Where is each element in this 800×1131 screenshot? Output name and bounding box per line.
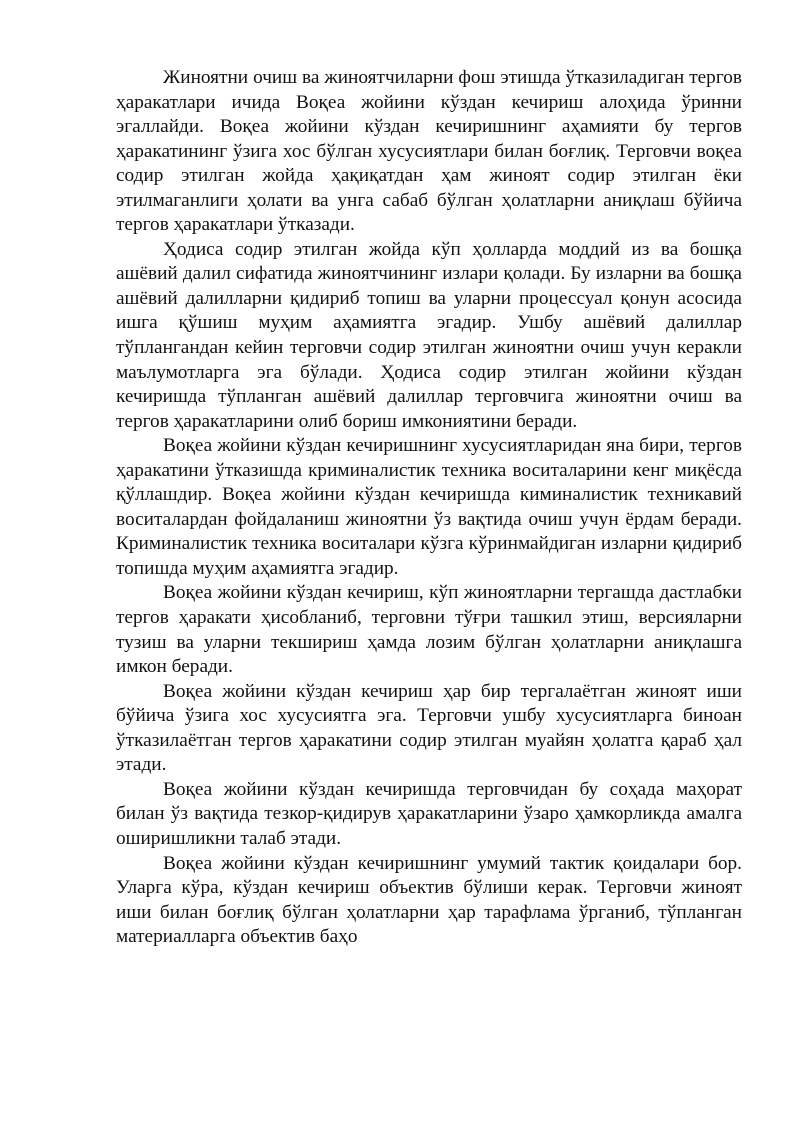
paragraph-4: Воқеа жойини кўздан кечириш, кўп жиноятларни тергашда дастлабки тергов ҳаракати ҳисобланиб, терговни тўғри ташкил этиш, версияларни тузиш ва уларни текшириш ҳамда лозим бўлган ҳолатларни аниқлашга имкон беради. [116, 582, 742, 678]
paragraph-2: Ҳодиса содир этилган жойда кўп ҳолларда моддий из ва бошқа ашёвий далил сифатида жиноятчининг излари қолади. Бу изларни ва бошқа ашёвий далилларни қидириб топиш ва уларни процессуал қонун асосида ишга қўшиш муҳим аҳамиятга эгадир. Ушбу ашёвий далиллар тўплангандан кейин терговчи содир этилган жиноятни очиш учун керакли маълумотларга эга бўлади. Ҳодиса содир этилган жойини кўздан кечиришда тўпланган ашёвий далиллар терговчига жиноятни очиш ва тергов ҳаракатларини олиб бориш имкониятини беради. [116, 238, 742, 432]
document-page [116, 66, 742, 950]
paragraph-1: Жиноятни очиш ва жиноятчиларни фош этишда ўтказиладиган тергов ҳаракатлари ичида Воқеа жойини кўздан кечириш алоҳида ўринни эгаллайди. Воқеа жойини кўздан кечиришнинг аҳамияти бу тергов ҳаракатининг ўзига хос бўлган хусусиятлари билан боғлиқ. Терговчи воқеа содир этилган жойда ҳақиқатдан ҳам жиноят содир этилган ёки этилмаганлиги ҳолати ва унга сабаб бўлган ҳолатларни аниқлаш бўйича тергов ҳаракатлари ўтказади. [116, 67, 742, 236]
paragraph-3: Воқеа жойини кўздан кечиришнинг хусусиятларидан яна бири, тергов ҳаракатини ўтказишда криминалистик техника воситаларини кенг миқёсда қўллашдир. Воқеа жойини кўздан кечиришда киминалистик техникавий воситалардан фойдаланиш жиноятни ўз вақтида очиш учун ёрдам беради. Криминалистик техника воситалари кўзга кўринмайдиган изларни қидириб топишда муҳим аҳамиятга эгадир. [116, 435, 742, 579]
paragraph-7: Воқеа жойини кўздан кечиришнинг умумий тактик қоидалари бор. Уларга кўра, кўздан кечириш объектив бўлиши керак. Терговчи жиноят иши билан боғлиқ бўлган ҳолатларни ҳар тарафлама ўрганиб, тўпланган материалларга объектив баҳо [116, 852, 742, 948]
paragraph-5: Воқеа жойини кўздан кечириш ҳар бир тергалаётган жиноят иши бўйича ўзига хос хусусиятга эга. Терговчи ушбу хусусиятларга биноан ўтказилаётган тергов ҳаракатини содир этилган муайян ҳолатга қараб ҳал этади. [116, 680, 742, 776]
paragraph-6: Воқеа жойини кўздан кечиришда терговчидан бу соҳада маҳорат билан ўз вақтида тезкор-қидирув ҳаракатларини ўзаро ҳамкорликда амалга оширишликни талаб этади. [116, 778, 742, 849]
